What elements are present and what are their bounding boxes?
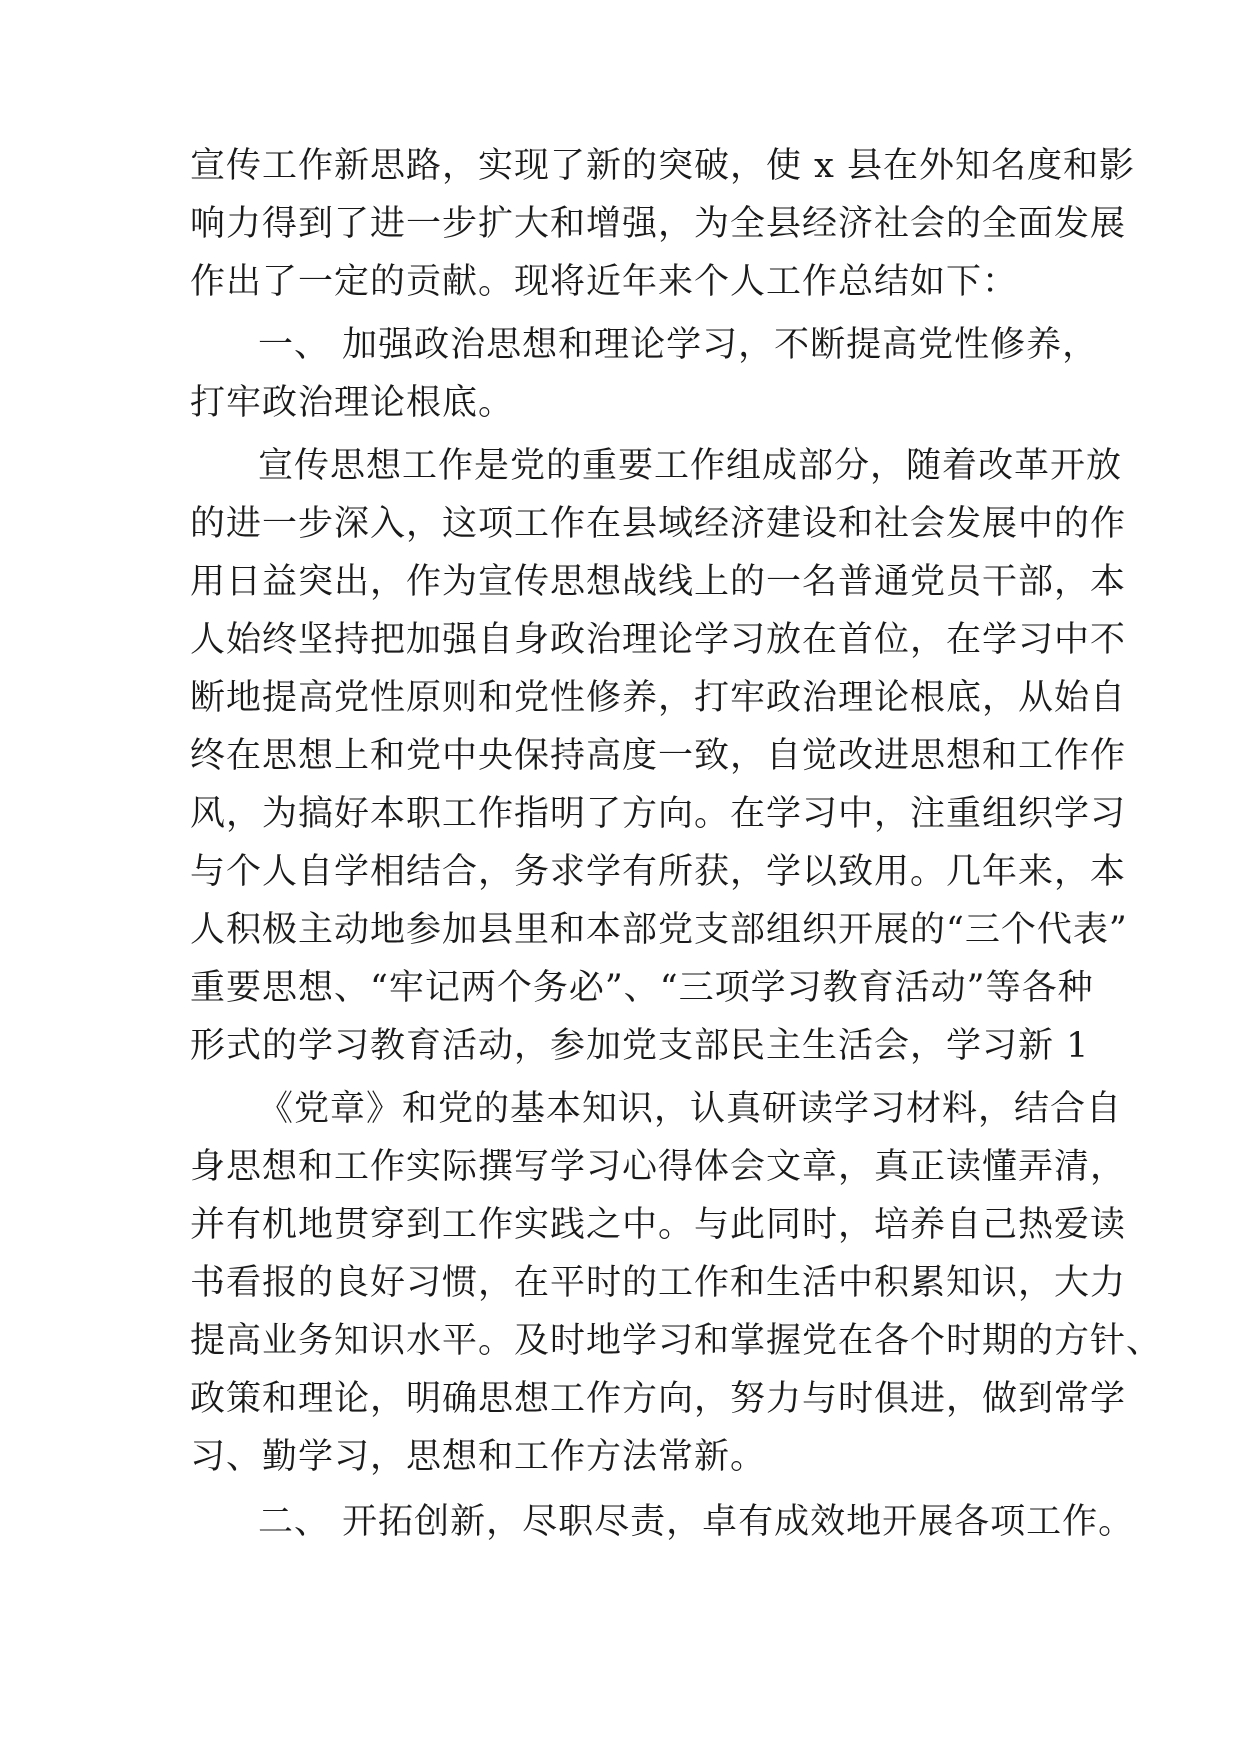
paragraph-start: 《党章》和党的基本知识，认真研读学习材料，结合自 [258,1089,1123,1129]
text-line: 作出了一定的贡献。现将近年来个人工作总结如下： [190,262,1019,302]
text-line: 重要思想、“牢记两个务必”、“三项学习教育活动”等各种 [190,968,1094,1008]
paragraph-start: 宣传思想工作是党的重要工作组成部分，随着改革开放 [258,446,1123,486]
text-line: 身思想和工作实际撰写学习心得体会文章，真正读懂弄清， [190,1147,1127,1187]
text-line: 的进一步深入，这项工作在县域经济建设和社会发展中的作 [190,504,1127,544]
text-line: 习、勤学习，思想和工作方法常新。 [190,1437,767,1477]
text-line: 形式的学习教育活动，参加党支部民主生活会，学习新 1 [190,1026,1090,1066]
text-line: 人积极主动地参加县里和本部党支部组织开展的“三个代表” [190,910,1128,950]
text-line: 提高业务知识水平。及时地学习和掌握党在各个时期的方针、 [190,1321,1163,1361]
text-line: 并有机地贯穿到工作实践之中。与此同时，培养自己热爱读 [190,1205,1127,1245]
text-line: 终在思想上和党中央保持高度一致，自觉改进思想和工作作 [190,736,1127,776]
section-heading-1: 一、 加强政治思想和理论学习，不断提高党性修养， [258,325,1099,365]
text-line: 书看报的良好习惯，在平时的工作和生活中积累知识，大力 [190,1263,1127,1303]
text-line: 风，为搞好本职工作指明了方向。在学习中，注重组织学习 [190,794,1127,834]
text-line: 政策和理论，明确思想工作方向，努力与时俱进，做到常学 [190,1379,1127,1419]
text-line: 与个人自学相结合，务求学有所获，学以致用。几年来，本 [190,852,1127,892]
text-line: 响力得到了进一步扩大和增强，为全县经济社会的全面发展 [190,204,1127,244]
text-line: 断地提高党性原则和党性修养，打牢政治理论根底，从始自 [190,678,1127,718]
section-heading-1-cont: 打牢政治理论根底。 [190,383,515,423]
section-heading-2: 二、 开拓创新，尽职尽责，卓有成效地开展各项工作。 [258,1502,1135,1542]
text-line: 用日益突出，作为宣传思想战线上的一名普通党员干部，本 [190,562,1127,602]
text-line: 宣传工作新思路，实现了新的突破，使 x 县在外知名度和影 [190,146,1135,186]
text-line: 人始终坚持把加强自身政治理论学习放在首位，在学习中不 [190,620,1127,660]
